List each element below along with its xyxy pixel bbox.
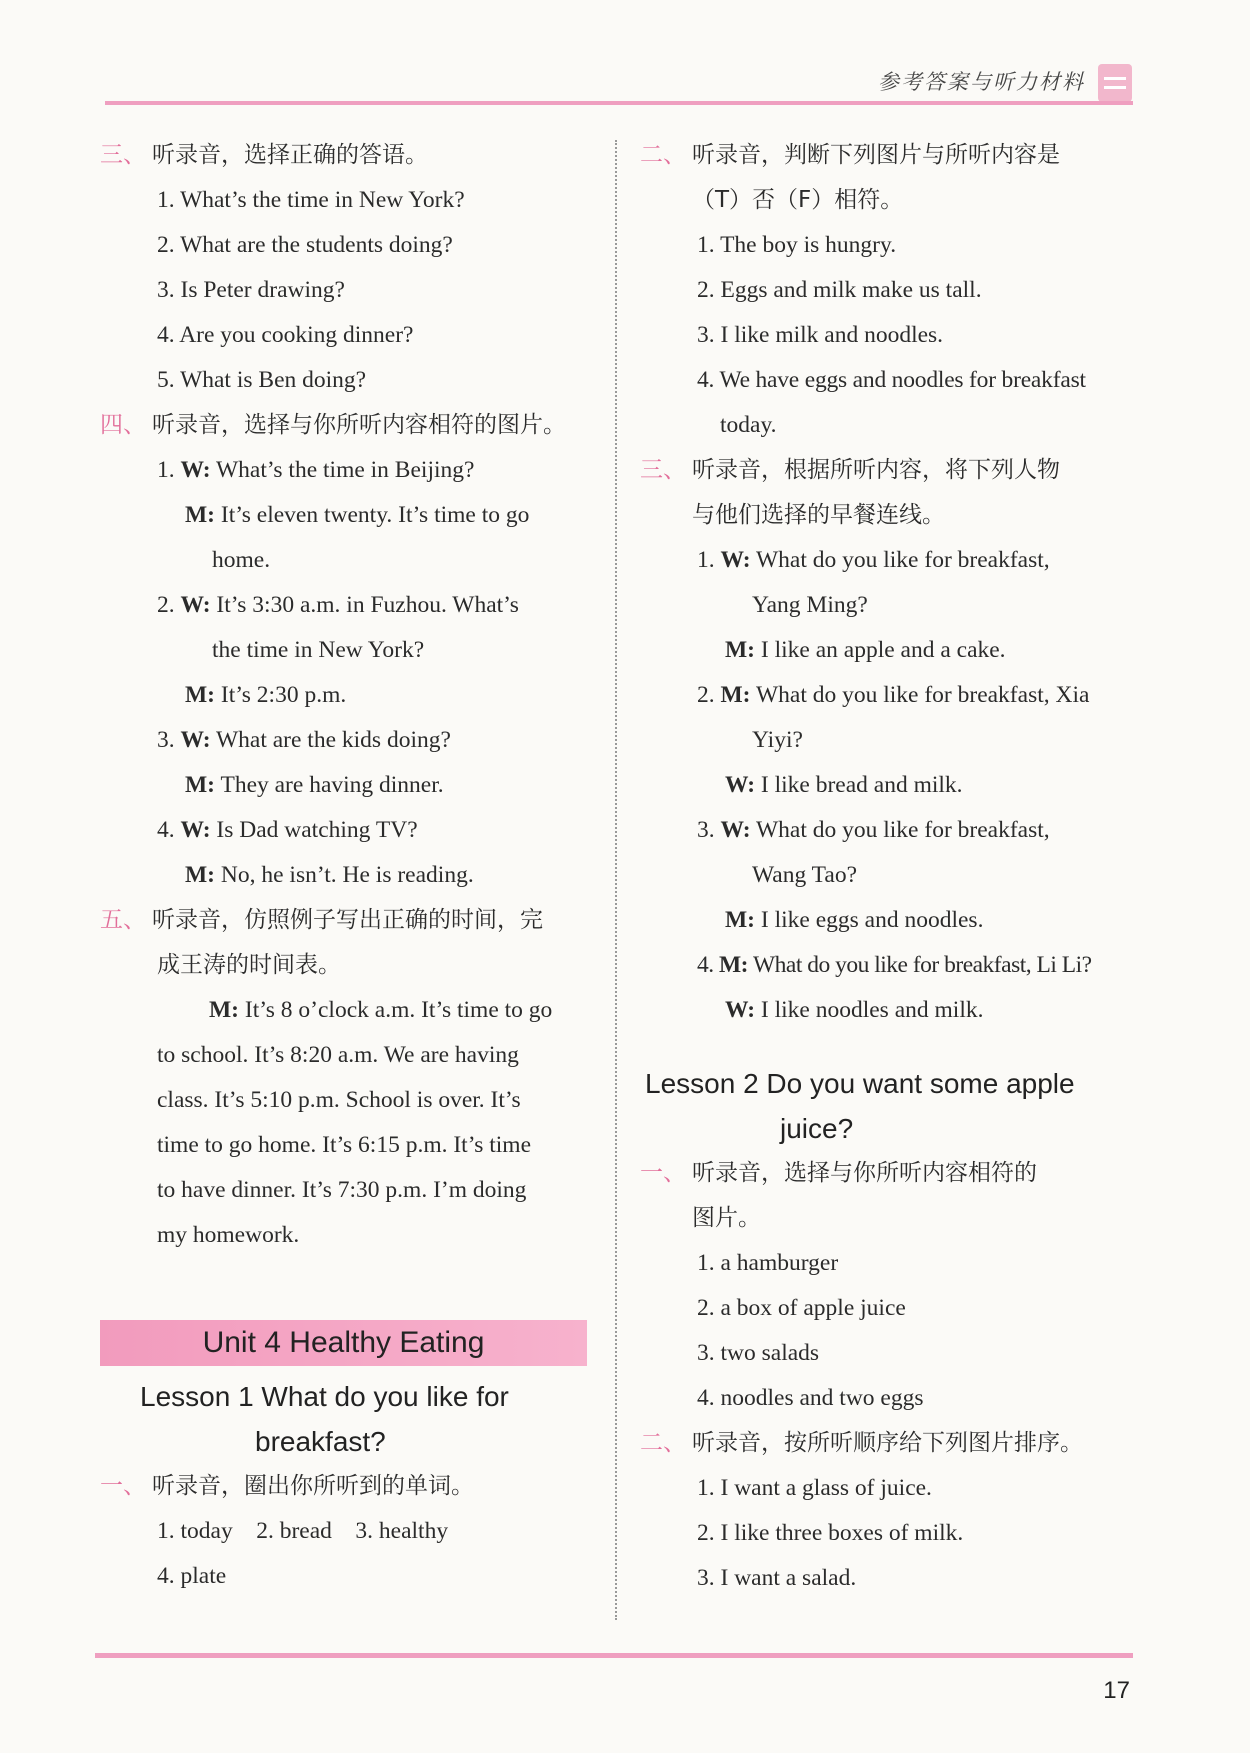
page-number: 17 <box>1103 1677 1130 1704</box>
section-title: 听录音，选择与你所听内容相符的图片。 <box>152 412 566 438</box>
list-item: 1. What’s the time in New York? <box>157 187 465 213</box>
list-item: 1. a hamburger <box>697 1250 839 1276</box>
section-title: 听录音，仿照例子写出正确的时间，完 <box>152 907 543 933</box>
list-item: 4. noodles and two eggs <box>697 1385 924 1411</box>
list-item: 2. What are the students doing? <box>157 232 453 258</box>
section-number: 四、 <box>100 412 146 438</box>
section-heading <box>640 1151 1140 1196</box>
dialogue-line: 4. M: What do you like for breakfast, Li Li? <box>697 952 1092 978</box>
dialogue-continuation: Wang Tao? <box>752 862 858 888</box>
word-list: 1. today 2. bread 3. healthy <box>157 1518 449 1544</box>
list-item: 2. a box of apple juice <box>697 1295 906 1321</box>
list-item: 3. I like milk and noodles. <box>697 322 944 348</box>
section-heading <box>640 1421 1140 1466</box>
unit-banner: Unit 4 Healthy Eating <box>100 1320 587 1366</box>
left-column <box>100 133 595 1599</box>
section-title: 听录音，判断下列图片与所听内容是 <box>692 142 1060 168</box>
header-title: 参考答案与听力材料 <box>878 70 1085 94</box>
column-divider <box>615 140 617 1620</box>
section-number: 三、 <box>640 457 686 483</box>
section-heading <box>100 133 595 178</box>
list-item-continuation: today. <box>720 412 777 438</box>
section-number: 一、 <box>640 1160 686 1186</box>
list-item: 5. What is Ben doing? <box>157 367 367 393</box>
section-title-continuation: 与他们选择的早餐连线。 <box>692 502 945 528</box>
section-title-continuation: 成王涛的时间表。 <box>157 952 341 978</box>
list-item: 2. I like three boxes of milk. <box>697 1520 964 1546</box>
dialogue-line: M: It’s 2:30 p.m. <box>185 682 347 708</box>
lesson-title: Lesson 2 Do you want some apple juice? <box>645 1068 1075 1144</box>
section-number: 三、 <box>100 142 146 168</box>
list-item: 3. Is Peter drawing? <box>157 277 345 303</box>
section-title: 听录音，选择正确的答语。 <box>152 142 428 168</box>
dialogue-continuation: the time in New York? <box>212 637 425 663</box>
section-heading <box>640 448 1140 493</box>
lesson-title: Lesson 1 What do you like for breakfast? <box>140 1381 509 1457</box>
section-number: 五、 <box>100 907 146 933</box>
list-item: 1. The boy is hungry. <box>697 232 897 258</box>
section-number: 二、 <box>640 142 686 168</box>
section-title: 听录音，圈出你所听到的单词。 <box>152 1473 474 1499</box>
dialogue-line: 1. W: What’s the time in Beijing? <box>157 457 475 483</box>
dialogue-line: M: It’s eleven twenty. It’s time to go <box>185 502 530 528</box>
right-column <box>640 133 1140 1601</box>
dialogue-continuation: home. <box>212 547 271 573</box>
list-item: 3. I want a salad. <box>697 1565 857 1591</box>
list-item: 4. Are you cooking dinner? <box>157 322 414 348</box>
section-title-continuation: （T）否（F）相符。 <box>692 187 904 213</box>
listening-passage: M: It’s 8 o’clock a.m. It’s time to go to school. It’s 8:20 a.m. We are having class. It’s 5:10 p.m. School is over. It’s time to go home. It’s 6:15 p.m. It’s time to have dinner. It’s 7:30 p.m. I’m doing my homework. <box>157 997 553 1248</box>
header-divider <box>105 101 1133 105</box>
section-title: 听录音，按所听顺序给下列图片排序。 <box>692 1430 1083 1456</box>
section-number: 一、 <box>100 1473 146 1499</box>
list-item: 3. two salads <box>697 1340 820 1366</box>
section-title-continuation: 图片。 <box>692 1205 761 1231</box>
dialogue-line: 3. W: What are the kids doing? <box>157 727 451 753</box>
section-heading <box>100 403 595 448</box>
section-heading <box>640 133 1140 178</box>
section-heading <box>100 898 595 943</box>
dialogue-line: 2. W: It’s 3:30 a.m. in Fuzhou. What’s <box>157 592 519 618</box>
dialogue-line: 4. W: Is Dad watching TV? <box>157 817 418 843</box>
section-title: 听录音，根据所听内容，将下列人物 <box>692 457 1060 483</box>
footer-divider <box>95 1653 1133 1658</box>
dialogue-line: M: They are having dinner. <box>185 772 444 798</box>
dialogue-continuation: Yiyi? <box>752 727 803 753</box>
list-item: 4. We have eggs and noodles for breakfast <box>697 367 1086 393</box>
dialogue-line: W: I like noodles and milk. <box>725 997 984 1023</box>
dialogue-line: 1. W: What do you like for breakfast, <box>697 547 1050 573</box>
section-number: 二、 <box>640 1430 686 1456</box>
list-item: 2. Eggs and milk make us tall. <box>697 277 982 303</box>
section-title: 听录音，选择与你所听内容相符的 <box>692 1160 1037 1186</box>
word-list: 4. plate <box>157 1563 227 1589</box>
dialogue-line: M: I like an apple and a cake. <box>725 637 1006 663</box>
dialogue-line: M: I like eggs and noodles. <box>725 907 984 933</box>
book-icon <box>1098 64 1132 102</box>
list-item: 1. I want a glass of juice. <box>697 1475 932 1501</box>
dialogue-line: M: No, he isn’t. He is reading. <box>185 862 474 888</box>
section-heading <box>100 1464 595 1509</box>
dialogue-continuation: Yang Ming? <box>752 592 868 618</box>
dialogue-line: 2. M: What do you like for breakfast, Xia <box>697 682 1090 708</box>
dialogue-line: W: I like bread and milk. <box>725 772 963 798</box>
dialogue-line: 3. W: What do you like for breakfast, <box>697 817 1050 843</box>
